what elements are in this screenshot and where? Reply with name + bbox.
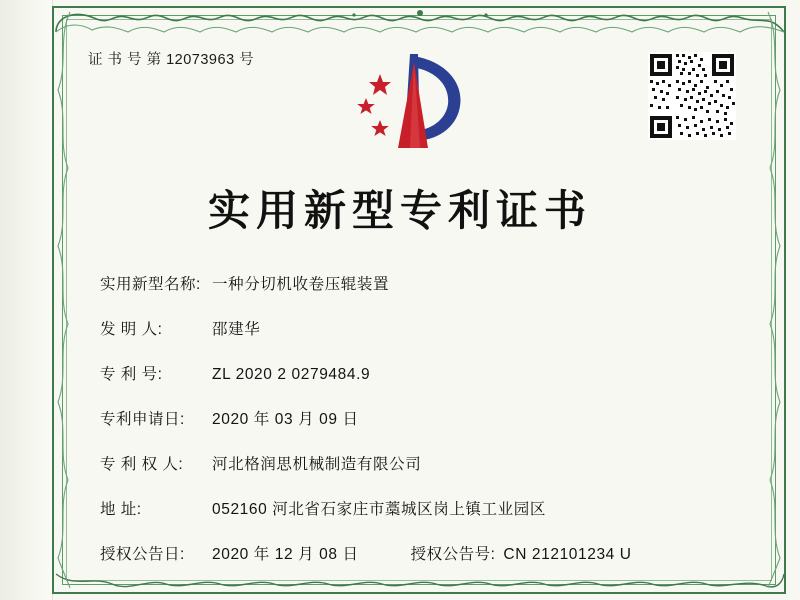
field-value-inventor: 邵建华 xyxy=(212,321,261,338)
certificate-fields xyxy=(100,272,710,587)
sipo-logo-icon xyxy=(340,48,470,163)
field-label-address: 地 址: xyxy=(100,501,142,518)
field-row-patent-number xyxy=(100,362,710,384)
field-value-patentee: 河北格润思机械制造有限公司 xyxy=(212,456,422,473)
field-label-patentee: 专 利 权 人: xyxy=(100,456,184,473)
field-row-inventor xyxy=(100,317,710,339)
field-label-inventor: 发 明 人: xyxy=(100,321,163,338)
certificate-number: 证 书 号 第 12073963 号 xyxy=(88,52,255,68)
field-value-utility-model-name: 一种分切机收卷压辊装置 xyxy=(212,276,390,293)
field-value-announcement-number: CN 212101234 U xyxy=(503,546,632,563)
field-row-grant-announcement xyxy=(100,542,710,564)
field-value-application-date: 2020 年 03 月 09 日 xyxy=(212,411,359,428)
page-title: 实用新型专利证书 xyxy=(207,186,592,235)
field-row-utility-model-name xyxy=(100,272,710,294)
field-label-application-date: 专利申请日: xyxy=(100,411,185,428)
field-row-patentee xyxy=(100,452,710,474)
field-value-address: 052160 河北省石家庄市藁城区岗上镇工业园区 xyxy=(212,501,546,518)
paper-left-edge xyxy=(0,0,53,600)
field-value-grant-date: 2020 年 12 月 08 日 xyxy=(212,546,359,563)
field-label-announcement-number: 授权公告号: xyxy=(410,546,496,563)
field-label-grant-date: 授权公告日: xyxy=(100,546,185,563)
field-value-patent-number: ZL 2020 2 0279484.9 xyxy=(212,366,371,383)
field-row-application-date xyxy=(100,407,710,429)
field-label-patent-number: 专 利 号: xyxy=(100,366,163,383)
field-row-address xyxy=(100,497,710,519)
qr-code xyxy=(648,52,736,140)
field-label-utility-model-name: 实用新型名称: xyxy=(100,276,201,293)
